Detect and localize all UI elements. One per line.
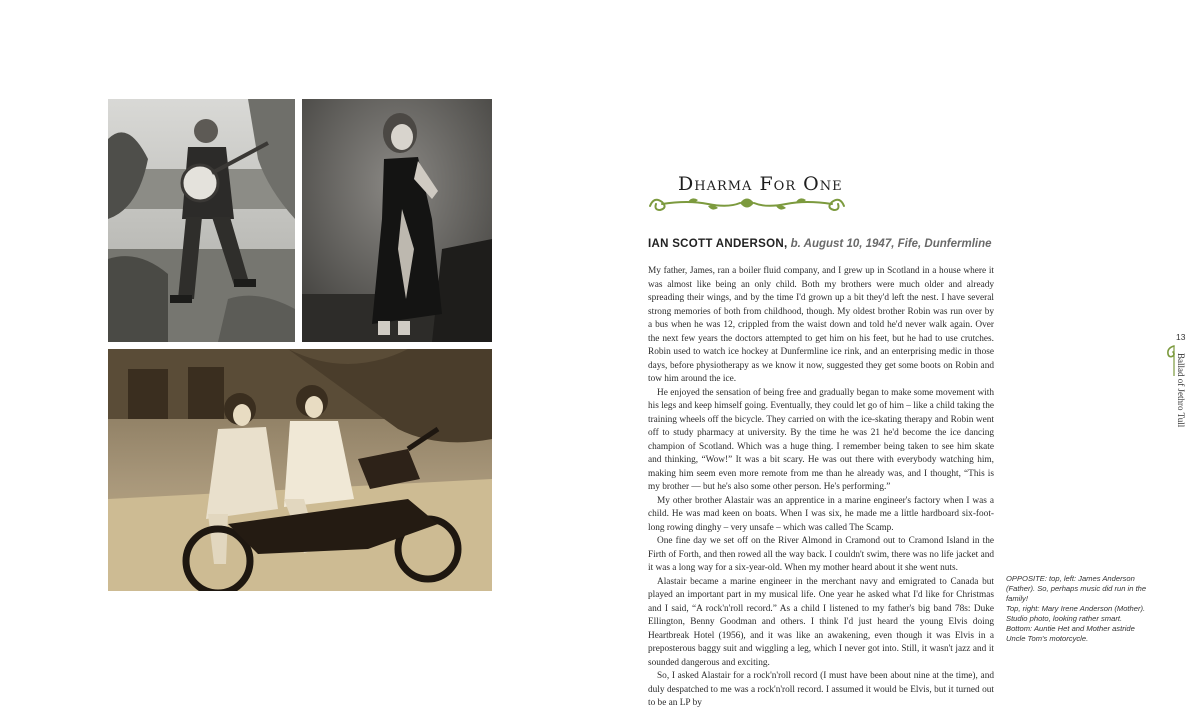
green-flourish-ornament-icon [648,194,846,216]
photo-man-playing-banjo [108,99,295,342]
caption-line: Top, right: Mary Irene Anderson (Mother). Studio photo, looking rather smart. [1006,604,1146,623]
caption-line: Bottom: Auntie Het and Mother astride Uncle Tom's motorcycle. [1006,624,1135,643]
photo-caption [1006,574,1156,644]
caption-line: OPPOSITE: top, left: James Anderson (Father). So, perhaps music did run in the family! [1006,574,1147,603]
photo-two-women-on-motorcycle [108,349,492,591]
byline-birth-info: b. August 10, 1947, Fife, Dunfermline [790,238,992,250]
chapter-title: Dharma For One [678,173,843,195]
byline [648,238,1008,250]
body-paragraph: My other brother Alastair was an apprentice in a marine engineer's factory when I was a child. He was mad keen on boats. When I was six, he made me a little hardboard six-foot-long rowing dinghy – very unsafe – which was called The Scamp. [648,495,994,533]
body-paragraph: One fine day we set off on the River Almond in Cramond out to Cramond Island in the Firth of Forth, and then rowed all the way back. I couldn't swim, there was no life jacket and it was a long way for a six-year-old. When my mother heard about it she went nuts. [648,536,994,573]
page-number: 13 [1176,332,1186,342]
photo-woman-in-dark-dress [302,99,492,342]
body-paragraph: So, I asked Alastair for a rock'n'roll record (I must have been about nine at the time), and duly despatched to me was a rock'n'roll record. I assumed it would be Elvis, but it turned out to be an LP by [648,671,994,708]
byline-name: IAN SCOTT ANDERSON, [648,238,788,250]
running-title: Ballad of Jethro Tull [1176,353,1186,428]
body-paragraph: He enjoyed the sensation of being free and gradually began to make some movement with his legs and keep himself going. Eventually, they could let go of him – like a child taking the training wheels off the bicycle. They carried on with the ice-skating therapy and Robin went off to study pharmacy at university. By the time he was 21 he'd become the ice dancing champion of Scotland. Which was a huge thing. I remember being taken to see him skate and thinking, “Wow!” It was a bit scary. He was out there with everybody watching him, making him seem even more remote from me than he already was, and I thought, “This is my brother — but he's also some other person. He's performing.” [648,387,994,492]
chapter-title-block [648,170,846,220]
body-paragraph: Alastair became a marine engineer in the merchant navy and emigrated to Canada but played an important part in my musical life. One year he asked what I'd like for Christmas and I said, “A rock'n'roll record.” As a child I listened to my father's big band 78s: Duke Ellington, Benny Goodman and others. I think I'd just heard the young Elvis doing Heartbreak Hotel (1956), and it was like an awakening, even though it was Elvis in a preposterous baggy suit and wiggling a leg, which I never got into. Still, it wasn't jazz and it sounded dangerous and exciting. [648,576,994,668]
article-body [648,265,994,711]
body-paragraph: My father, James, ran a boiler fluid company, and I grew up in Scotland in a house where it was almost like being an only child. Both my brothers were much older and already spreading their wings, and by the time I'd grown up a bit they'd left the nest. I have several strong memories of both from childhood, though. My oldest brother Robin was run over by a bus when he was 12, crippled from the waist down and told he'd never walk again. Over the next few years the doctors attempted to get him on his feet, but he had to use crutches. Robin used to watch ice hockey at Dunfermline ice rink, and an enterprising medic in those days, before physiotherapy as we know it now, suggested they get some boots on Robin and tow him around the ice. [648,266,994,384]
